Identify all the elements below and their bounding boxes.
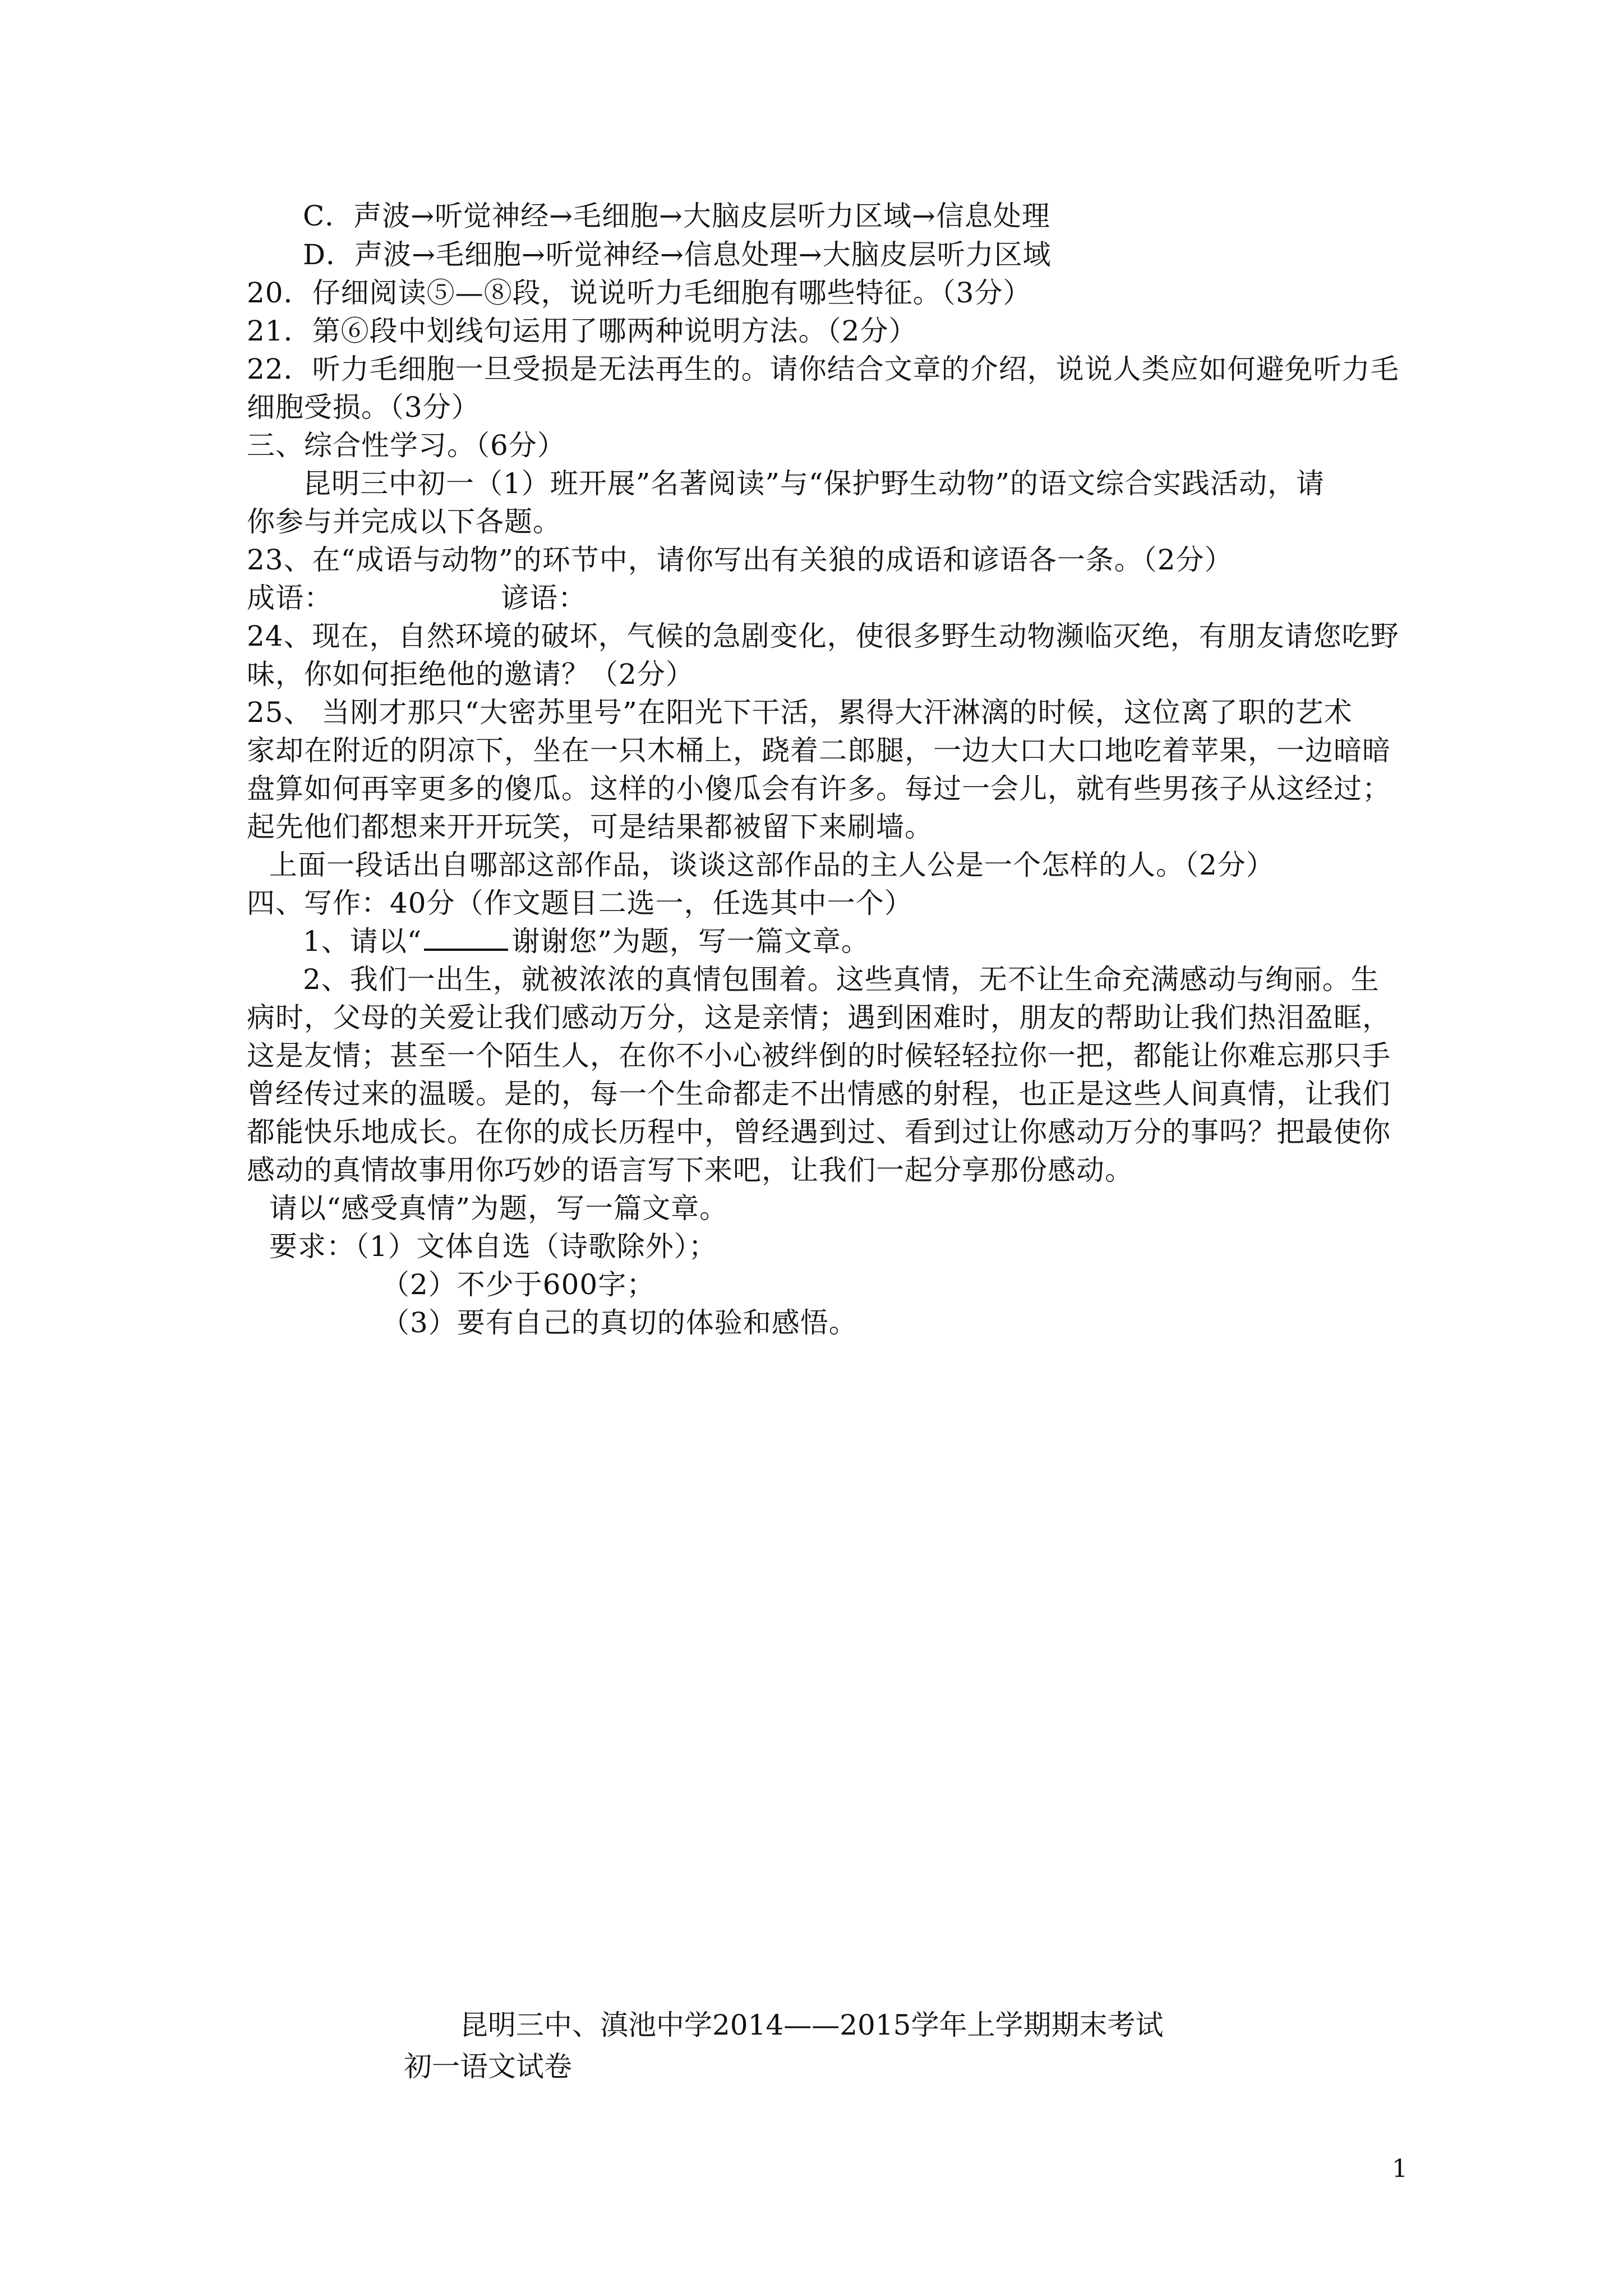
section-3-intro: 昆明三中初一（1）班开展”名著阅读”与“保护野生动物”的语文综合实践活动，请	[303, 467, 1325, 500]
question-25-prompt: 上面一段话出自哪部这部作品，谈谈这部作品的主人公是一个怎样的人。（2分）	[269, 849, 1275, 881]
writing-option-2-line-3: 这是友情；甚至一个陌生人，在你不小心被绊倒的时候轻轻拉你一把，都能让你难忘那只手	[247, 1039, 1391, 1072]
proverb-label: 谚语：	[501, 582, 587, 614]
question-21: 21．第⑥段中划线句运用了哪两种说明方法。（2分）	[247, 315, 917, 347]
option-d: D．声波→毛细胞→听觉神经→信息处理→大脑皮层听力区域	[303, 238, 1052, 271]
question-22-cont: 细胞受损。（3分）	[247, 391, 480, 424]
writing-option-2-title: 请以“感受真情”为题，写一篇文章。	[269, 1192, 728, 1225]
page-number: 1	[1392, 2155, 1408, 2183]
question-22: 22．听力毛细胞一旦受损是无法再生的。请你结合文章的介绍，说说人类应如何避免听力毛	[247, 353, 1399, 385]
question-25-passage-2: 盘算如何再宰更多的傻瓜。这样的小傻瓜会有许多。每过一会儿，就有些男孩子从这经过；	[247, 772, 1391, 805]
question-25: 25、 当刚才那只“大密苏里号”在阳光下干活，累得大汗淋漓的时候，这位离了职的艺术	[247, 696, 1353, 729]
requirements-1: 要求：（1）文体自选（诗歌除外）；	[269, 1230, 717, 1263]
question-24: 24、现在，自然环境的破坏，气候的急剧变化，使很多野生动物濒临灭绝，有朋友请您吃野	[247, 620, 1399, 652]
option-c: C．声波→听觉神经→毛细胞→大脑皮层听力区域→信息处理	[303, 200, 1050, 232]
question-24-cont: 味，你如何拒绝他的邀请？（2分）	[247, 658, 694, 691]
writing-option-2-line-5: 都能快乐地成长。在你的成长历程中，曾经遇到过、看到过让你感动万分的事吗？把最使你	[247, 1116, 1391, 1148]
writing-option-2-line-2: 病时，父母的关爱让我们感动万分，这是亲情；遇到困难时，朋友的帮助让我们热泪盈眶，	[247, 1001, 1391, 1034]
footer-school-line: 昆明三中、滇池中学2014——2015学年上学期期末考试	[460, 2009, 1164, 2041]
question-25-passage-1: 家却在附近的阴凉下，坐在一只木桶上，跷着二郎腿，一边大口大口地吃着苹果，一边暗暗	[247, 734, 1391, 767]
writing-option-2-line-4: 曾经传过来的温暖。是的，每一个生命都走不出情感的射程，也正是这些人间真情，让我们	[247, 1078, 1391, 1110]
question-25-passage-3: 起先他们都想来开开玩笑，可是结果都被留下来刷墙。	[247, 811, 933, 843]
section-4-heading: 四、写作：40分（作文题目二选一，任选其中一个）	[247, 887, 913, 919]
section-3-intro-cont: 你参与并完成以下各题。	[247, 505, 561, 538]
question-23: 23、在“成语与动物”的环节中，请你写出有关狼的成语和谚语各一条。（2分）	[247, 544, 1233, 576]
idiom-label: 成语：	[247, 582, 333, 614]
section-3-heading: 三、综合性学习。（6分）	[247, 429, 566, 462]
requirements-3: （3）要有自己的真切的体验和感悟。	[381, 1306, 857, 1339]
requirements-2: （2）不少于600字；	[381, 1268, 656, 1301]
footer-paper-title: 初一语文试卷	[404, 2050, 572, 2083]
fill-blank	[424, 926, 508, 951]
writing-option-2-line-6: 感动的真情故事用你巧妙的语言写下来吧，让我们一起分享那份感动。	[247, 1154, 1133, 1186]
question-23-answer-line	[247, 581, 587, 615]
question-20: 20．仔细阅读⑤—⑧段，说说听力毛细胞有哪些特征。（3分）	[247, 277, 1032, 309]
writing-option-1: 1、请以“ 谢谢您”为题，写一篇文章。	[303, 925, 870, 958]
writing-option-2: 2、我们一出生，就被浓浓的真情包围着。这些真情，无不让生命充满感动与绚丽。生	[303, 963, 1380, 996]
